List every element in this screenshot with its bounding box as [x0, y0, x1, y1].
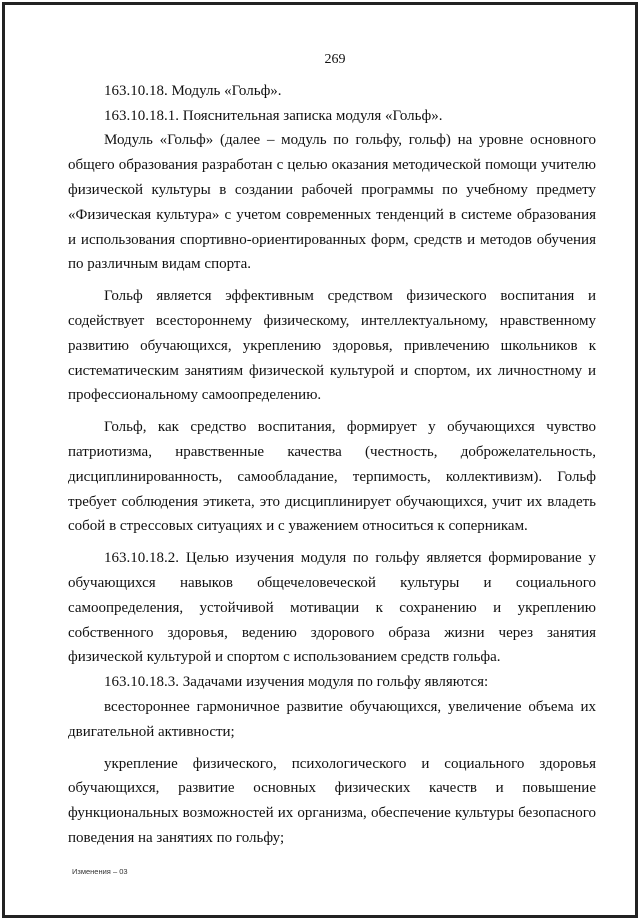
- revision-footer: Изменения – 03: [72, 867, 128, 876]
- paragraph-1: Модуль «Гольф» (далее – модуль по гольфу, гольф) на уровне основного общего образования разработан с целью оказания методической помощи учителю физической культуры в создании рабочей программы по учебному предмету «Физическая культура» с учетом современных тенденций в системе образования и использования спортивно-ориентированных форм, средств и методов обучения по различным видам спорта.: [68, 132, 596, 273]
- paragraph-3: Гольф, как средство воспитания, формирует у обучающихся чувство патриотизма, нравственные качества (честность, доброжелательность, дисциплинированность, самообладание, терпимость, коллективизм). Гольф требует соблюдения этикета, это дисциплинирует обучающихся, учит их владеть собой в стрессовых ситуациях и с уважением относиться к соперникам.: [68, 419, 596, 535]
- section-heading: 163.10.18. Модуль «Гольф».: [104, 82, 282, 99]
- paragraph-7: укрепление физического, психологического и социального здоровья обучающихся, развитие основных физических качеств и повышение функциональных возможностей их организма, обеспечение культуры безопасного поведения на занятиях по гольфу;: [68, 755, 596, 846]
- document-page: [68, 48, 596, 851]
- paragraph-5: 163.10.18.3. Задачами изучения модуля по гольфу являются:: [104, 674, 489, 691]
- paragraph-2: Гольф является эффективным средством физического воспитания и содействует всестороннему физическому, интеллектуальному, нравственному развитию обучающихся, укреплению здоровья, привлечению школьников к систематическим занятиям физической культурой и спортом, их личностному и профессиональному самоопределению.: [68, 288, 596, 404]
- page-number: 269: [324, 52, 346, 67]
- subsection-heading: 163.10.18.1. Пояснительная записка модуля «Гольф».: [104, 107, 443, 124]
- paragraph-4: 163.10.18.2. Целью изучения модуля по гольфу является формирование у обучающихся навыков общечеловеческой культуры и социального самоопределения, устойчивой мотивации к сохранению и укреплению собственного здоровья, ведению здорового образа жизни через занятия физической культурой и спортом с использованием средств гольфа.: [68, 550, 596, 666]
- paragraph-6: всестороннее гармоничное развитие обучающихся, увеличение объема их двигательной активности;: [68, 698, 596, 740]
